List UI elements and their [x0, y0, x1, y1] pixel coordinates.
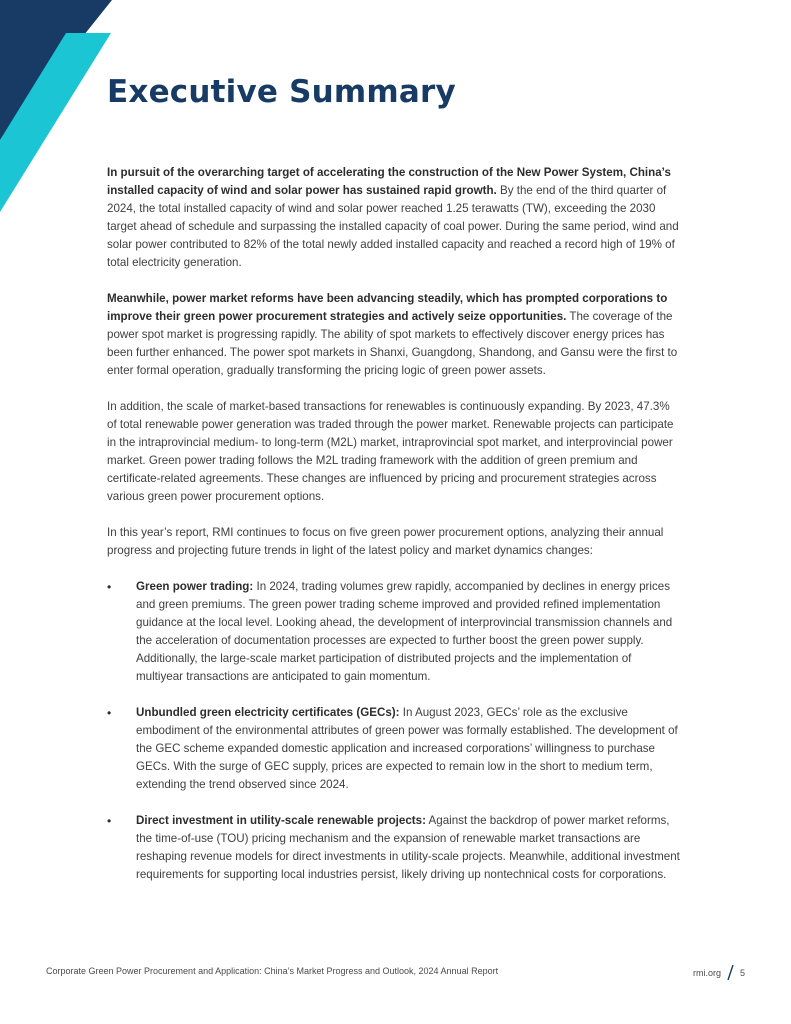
- footer-right: [693, 965, 745, 980]
- paragraph-1-text: By the end of the third quarter of 2024, the total installed capacity of wind and solar power reached 1.25 terawatts (TW), exceeding the 2030 target ahead of schedule and surpassing the installed capacity of coal power. During the same period, wind and solar power contributed to 82% of the total newly added installed capacity and reached a record high of 19% of total electricity generation.: [107, 184, 679, 269]
- bullet-symbol: •: [107, 580, 112, 594]
- list-item: [107, 704, 681, 794]
- paragraph-4: [107, 524, 681, 560]
- page-number: 5: [739, 967, 745, 978]
- procurement-options-list: [107, 578, 681, 884]
- list-item: [107, 578, 681, 686]
- list-item-text: In August 2023, GECs’ role as the exclusive embodiment of the environmental attributes of green power was formally established. The development of the GEC scheme expanded domestic application and increased corporations’ willingness to purchase GECs. With the surge of GEC supply, prices are expected to remain low in the short to medium term, extending the trend observed since 2024.: [136, 706, 678, 791]
- paragraph-1: [107, 164, 681, 272]
- slash-divider-icon: [727, 965, 734, 980]
- list-item: [107, 812, 681, 884]
- paragraph-2-text: The coverage of the power spot market is progressing rapidly. The ability of spot markets to effectively discover energy prices has been further enhanced. The power spot markets in Shanxi, Guangdong, Shandong, and Gansu were the first to enter formal operation, gradually transforming the pricing logic of green power assets.: [107, 310, 678, 377]
- paragraph-3-text: In addition, the scale of market-based transactions for renewables is continuously expanding. By 2023, 47.3% of total renewable power generation was traded through the power market. Renewable projects can participate in the intraprovincial medium- to long-term (M2L) market, intraprovincial spot market, and interprovincial power market. Green power trading follows the M2L trading framework with the addition of green premium and certificate-related agreements. These changes are influenced by pricing and procurement strategies across various green power procurement options.: [107, 400, 674, 503]
- main-content: [107, 164, 681, 902]
- bullet-symbol: •: [107, 814, 112, 828]
- list-item-lead: Green power trading:: [136, 580, 254, 593]
- paragraph-4-text: In this year’s report, RMI continues to focus on five green power procurement options, analyzing their annual progress and projecting future trends in light of the latest policy and market dynamics changes:: [107, 526, 664, 557]
- bullet-symbol: •: [107, 706, 112, 720]
- list-item-text: Against the backdrop of power market reforms, the time-of-use (TOU) pricing mechanism and the expansion of renewable market transactions are reshaping revenue models for direct investments in utility-scale projects. Meanwhile, additional investment requirements for supporting local industries persist, likely driving up nontechnical costs for corporations.: [136, 814, 680, 881]
- footer-site-link[interactable]: rmi.org: [692, 967, 721, 978]
- paragraph-2-lead: Meanwhile, power market reforms have been advancing steadily, which has prompted corporations to improve their green power procurement strategies and actively seize opportunities.: [107, 292, 668, 323]
- paragraph-1-lead: In pursuit of the overarching target of accelerating the construction of the New Power System, China’s installed capacity of wind and solar power has sustained rapid growth.: [107, 166, 671, 197]
- paragraph-3: [107, 398, 681, 506]
- footer-report-title: Corporate Green Power Procurement and Application: China’s Market Progress and Outlook, 2024 Annual Report: [46, 966, 499, 976]
- paragraph-2: [107, 290, 681, 380]
- list-item-lead: Unbundled green electricity certificates (GECs):: [136, 706, 400, 719]
- list-item-lead: Direct investment in utility-scale renewable projects:: [136, 814, 426, 827]
- list-item-text: In 2024, trading volumes grew rapidly, accompanied by declines in energy prices and green premiums. The green power trading scheme improved and provided refined implementation guidance at the local level. Looking ahead, the development of interprovincial transmission channels and the acceleration of documentation processes are expected to further boost the green power supply. Additionally, the large-scale market participation of distributed projects and the implementation of multiyear transactions are anticipated to gain momentum.: [136, 580, 673, 683]
- page-title: Executive Summary: [107, 74, 456, 110]
